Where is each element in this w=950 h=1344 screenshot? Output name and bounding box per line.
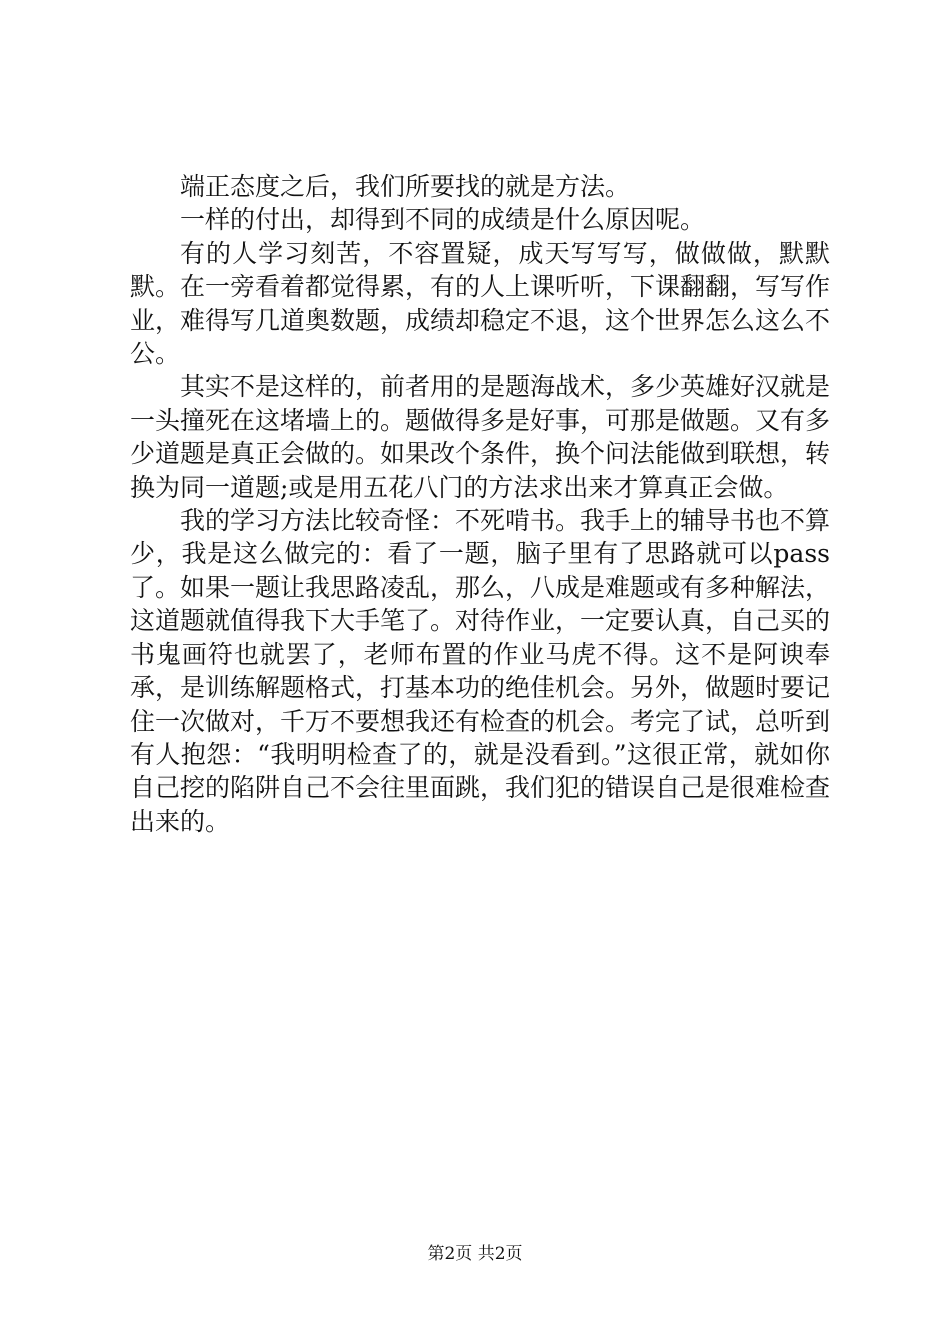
paragraph-method: 端正态度之后，我们所要找的就是方法。 xyxy=(180,172,631,201)
paragraph-question: 一样的付出，却得到不同的成绩是什么原因呢。 xyxy=(180,205,706,235)
document-body xyxy=(130,170,830,838)
page-number-footer: 第2页 共2页 xyxy=(427,1244,523,1264)
paragraph-hard-work: 有的人学习刻苦，不容置疑，成天写写写，做做做，默默默。在一旁看着都觉得累，有的人上课听听，下课翻翻，写写作业，难得写几道奥数题，成绩却稳定不退，这个世界怎么这么不公。 xyxy=(130,238,831,369)
paragraph-question-sea: 其实不是这样的，前者用的是题海战术，多少英雄好汉就是一头撞死在这堵墙上的。题做得多是好事，可那是做题。又有多少道题是真正会做的。如果改个条件，换个问法能做到联想，转换为同一道题;或是用五花八门的方法求出来才算真正会做。 xyxy=(130,372,831,502)
paragraph-study-method: 我的学习方法比较奇怪：不死啃书。我手上的辅导书也不算少，我是这么做完的：看了一题，脑子里有了思路就可以pass了。如果一题让我思路凌乱，那么，八成是难题或有多种解法，这道题就值得我下大手笔了。对待作业，一定要认真，自己买的书鬼画符也就罢了，老师布置的作业马虎不得。这不是阿谀奉承，是训练解题格式，打基本功的绝佳机会。另外，做题时要记住一次做对，千万不要想我还有检查的机会。考完了试，总听到有人抱怨：“我明明检查了的，就是没看到。”这很正常，就如你自己挖的陷阱自己不会往里面跳，我们犯的错误自己是很难检查出来的。 xyxy=(130,506,831,836)
